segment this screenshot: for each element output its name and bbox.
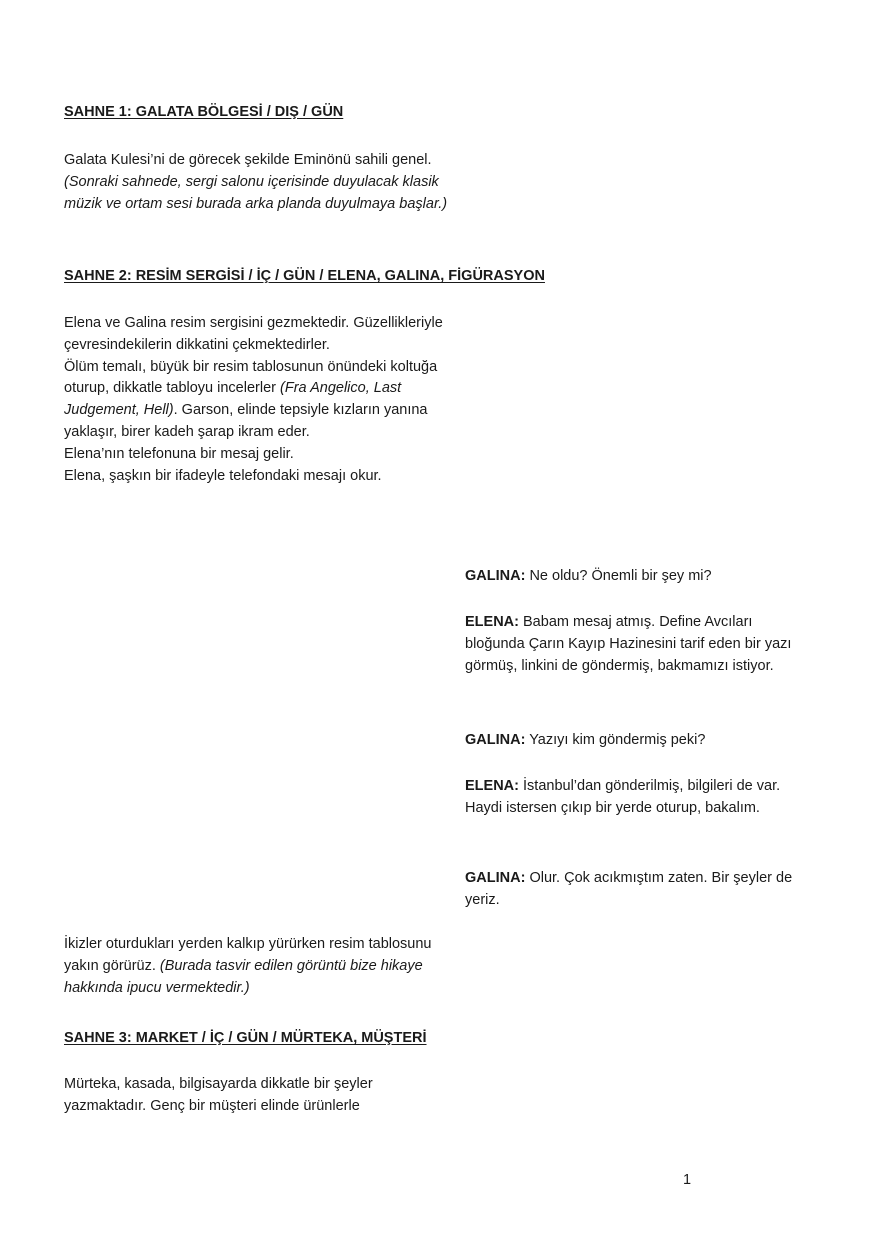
dialogue-line	[465, 776, 813, 820]
dialogue-speaker: GALINA:	[465, 568, 526, 584]
dialogue-speaker: GALINA:	[465, 870, 526, 886]
dialogue-text: Olur. Çok acıkmıştım zaten. Bir şeyler de yeriz.	[465, 870, 793, 908]
scene-1-action-parenthetical: (Sonraki sahnede, sergi salonu içerisinde duyulacak klasik müzik ve ortam sesi burada arka planda duyulmaya başlar.)	[64, 173, 448, 212]
scene-2-action	[64, 313, 464, 487]
dialogue-text: Ne oldu? Önemli bir şey mi?	[525, 568, 712, 584]
dialogue-speaker: ELENA:	[465, 778, 519, 794]
dialogue-line	[465, 868, 795, 912]
scene-2-closing-action-normal: İkizler oturdukları yerden kalkıp yürürken resim tablosunu yakın görürüz.	[64, 936, 432, 974]
dialogue-text: Yazıyı kim göndermiş peki?	[525, 732, 706, 748]
scene-2-action-p1: Elena ve Galina resim sergisini gezmektedir. Güzellikleriyle çevresindekilerin dikkatini çekmektedirler.	[64, 315, 443, 353]
dialogue-text: İstanbul’dan gönderilmiş, bilgileri de var. Haydi istersen çıkıp bir yerde oturup, bakalım.	[465, 778, 781, 816]
scene-2-action-p2-part1: Ölüm temalı, büyük bir resim tablosunun önündeki koltuğa oturup, dikkatle tabloyu incelerler	[64, 358, 438, 397]
scene-2-action-p2-part2: . Garson, elinde tepsiyle kızların yanına yaklaşır, birer kadeh şarap ikram eder.	[64, 402, 428, 440]
scene-2-closing-action	[64, 934, 456, 999]
scene-3-action	[64, 1074, 444, 1118]
dialogue-speaker: ELENA:	[465, 614, 519, 630]
scene-1-action-text	[64, 150, 472, 215]
scene-2-action-p3: Elena’nın telefonuna bir mesaj gelir.	[64, 445, 294, 462]
dialogue-line	[465, 730, 815, 752]
scene-1-action-normal: Galata Kulesi’ni de görecek şekilde Eminönü sahili genel.	[64, 152, 432, 168]
dialogue-line	[465, 566, 815, 588]
dialogue-line	[465, 612, 795, 677]
scene-2-action-p2-italic: (Fra Angelico, Last Judgement, Hell)	[64, 380, 402, 419]
scene-1-heading: SAHNE 1: GALATA BÖLGESİ / DIŞ / GÜN	[64, 104, 344, 120]
scene-2-action-p4: Elena, şaşkın bir ifadeyle telefondaki mesajı okur.	[64, 467, 382, 484]
scene-1-action	[64, 150, 472, 215]
scene-3-heading: SAHNE 3: MARKET / İÇ / GÜN / MÜRTEKA, MÜŞTERİ	[64, 1030, 427, 1046]
scene-2-action-p2	[64, 357, 464, 444]
scene-2-heading: SAHNE 2: RESİM SERGİSİ / İÇ / GÜN / ELENA, GALINA, FİGÜRASYON	[64, 268, 545, 284]
page-number: 1	[683, 1172, 692, 1188]
dialogue-speaker: GALINA:	[465, 732, 526, 748]
scene-3-action-text: Mürteka, kasada, bilgisayarda dikkatle bir şeyler yazmaktadır. Genç bir müşteri elinde ürünlerle	[64, 1076, 373, 1114]
dialogue-text: Babam mesaj atmış. Define Avcıları bloğunda Çarın Kayıp Hazinesini tarif eden bir yazı görmüş, linkini de göndermiş, bakmamızı istiyor.	[465, 614, 792, 674]
scene-2-closing-action-parenthetical: (Burada tasvir edilen görüntü bize hikaye hakkında ipucu vermektedir.)	[64, 957, 423, 996]
scene-2-closing-action-text	[64, 934, 456, 999]
